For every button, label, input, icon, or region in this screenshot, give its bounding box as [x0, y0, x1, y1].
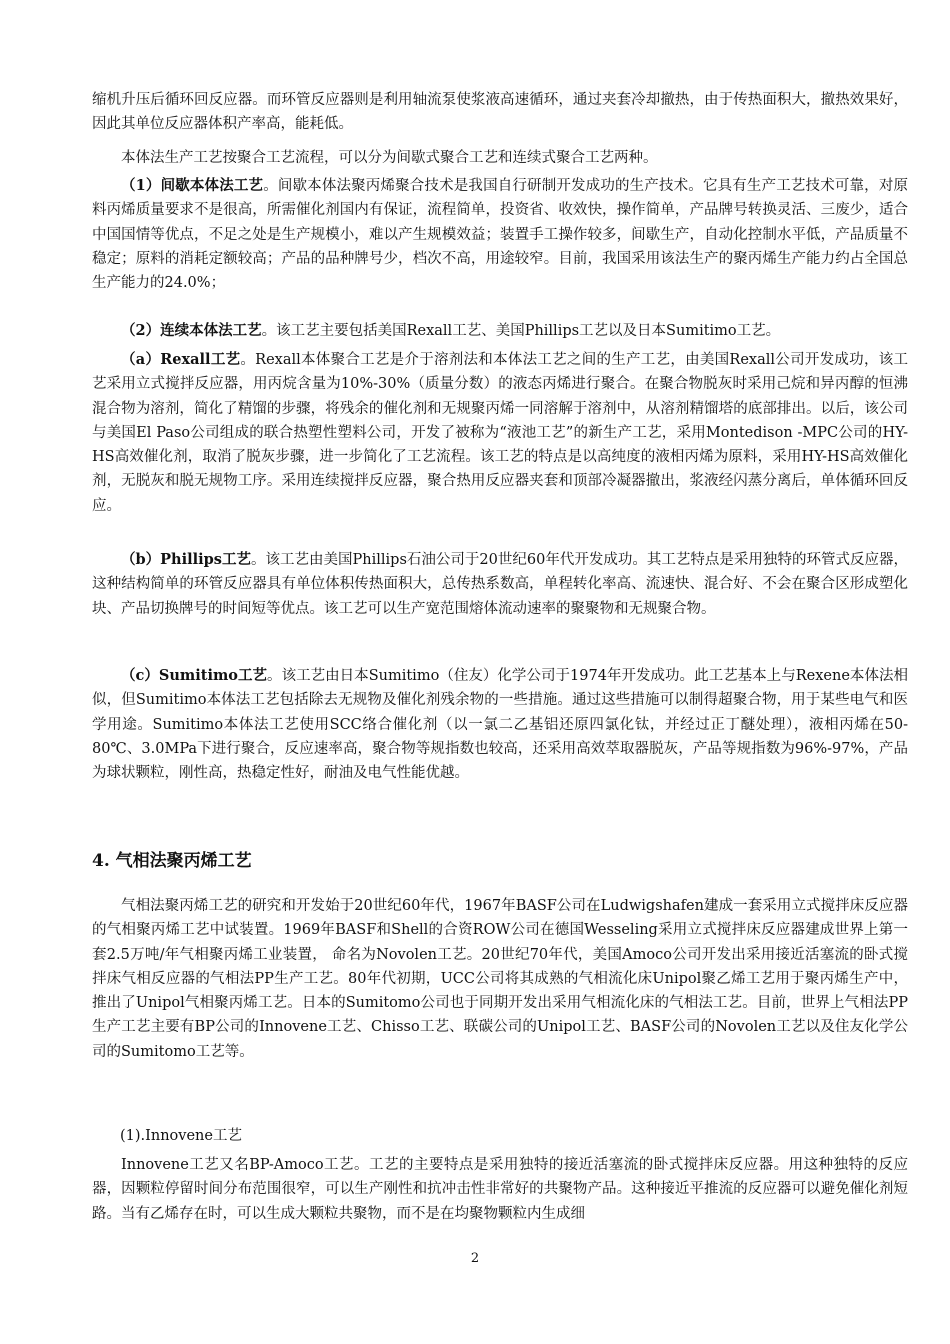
paragraph-phillips — [92, 548, 908, 621]
paragraph-text: 气相法聚丙烯工艺的研究和开发始于20世纪60年代，1967年BASF公司在Ludwigshafen建成一套采用立式搅拌床反应器的气相聚丙烯工艺中试装置。1969年BASF和Shell的合资ROW公司在德国Wesseling采用立式搅拌床反应器建成世界上第一套2.5万吨/年气相聚丙烯工业装置， 命名为Novolen工艺。20世纪70年代，美国Amoco公司开发出采用接近活塞流的卧式搅拌床气相反应器的气相法PP生产工艺。80年代初期，UCC公司将其成熟的气相流化床Unipol聚乙烯工艺用于聚丙烯生产中，推出了Unipol气相聚丙烯工艺。日本的Sumitomo公司也于同期开发出采用气相流化床的气相法工艺。目前，世界上气相法PP生产工艺主要有BP公司的Innovene工艺、Chisso工艺、联碳公司的Unipol工艺、BASF公司的Novolen工艺以及住友化学公司的Sumitomo工艺等。 — [92, 898, 908, 1060]
paragraph-text: 。该工艺主要包括美国Rexall工艺、美国Phillips工艺以及日本Sumitimo工艺。 — [261, 323, 781, 339]
paragraph-lead: （a）Rexall工艺 — [121, 351, 241, 368]
paragraph-innovene — [92, 1153, 908, 1226]
paragraph-batch-bulk — [92, 174, 908, 295]
paragraph-lead: （c）Sumitimo工艺 — [121, 667, 268, 684]
paragraph-text: Innovene工艺又名BP-Amoco工艺。工艺的主要特点是采用独特的接近活塞流的卧式搅拌床反应器。用这种独特的反应器，因颗粒停留时间分布范围很窄，可以生产刚性和抗冲击性非常好的共聚物产品。这种接近平推流的反应器可以避免催化剂短路。当有乙烯存在时，可以生成大颗粒共聚物，而不是在均聚物颗粒内生成细 — [92, 1157, 908, 1222]
paragraph-continuous-bulk — [92, 319, 908, 343]
paragraph-sumitimo — [92, 664, 908, 785]
paragraph-rexall — [92, 348, 908, 518]
paragraph-text: 。Rexall本体聚合工艺是介于溶剂法和本体法工艺之间的生产工艺，由美国Rexall公司开发成功，该工艺采用立式搅拌反应器，用丙烷含量为10%-30%（质量分数）的液态丙烯进行聚合。在聚合物脱灰时采用己烷和异丙醇的恒沸混合物为溶剂，简化了精馏的步骤，将残余的催化剂和无规聚丙烯一同溶解于溶剂中，从溶剂精馏塔的底部排出。以后，该公司与美国El Paso公司组成的联合热塑性塑料公司，开发了被称为“液池工艺”的新生产工艺，采用Montedison -MPC公司的HY-HS高效催化剂，取消了脱灰步骤，进一步简化了工艺流程。该工艺的特点是以高纯度的液相丙烯为原料，采用HY-HS高效催化剂，无脱灰和脱无规物工序。采用连续搅拌反应器，聚合热用反应器夹套和顶部冷凝器撤出，浆液经闪蒸分离后，单体循环回反应。 — [92, 352, 908, 514]
paragraph-text: 。该工艺由美国Phillips石油公司于20世纪60年代开发成功。其工艺特点是采用独特的环管式反应器，这种结构简单的环管反应器具有单位体积传热面积大，总传热系数高，单程转化率高、流速快、混合好、不会在聚合区形成塑化块、产品切换牌号的时间短等优点。该工艺可以生产宽范围熔体流动速率的聚聚物和无规聚合物。 — [92, 552, 908, 617]
paragraph-text: 本体法生产工艺按聚合工艺流程，可以分为间歇式聚合工艺和连续式聚合工艺两种。 — [121, 150, 658, 166]
paragraph-gas-phase-intro — [92, 894, 908, 1064]
paragraph-lead: （b）Phillips工艺 — [121, 551, 251, 568]
paragraph-lead: （2）连续本体法工艺 — [121, 322, 262, 339]
page-number: 2 — [470, 1251, 480, 1266]
paragraph-lead: （1）间歇本体法工艺 — [121, 177, 264, 194]
paragraph-intro-tail — [92, 88, 908, 137]
section-heading: 4. 气相法聚丙烯工艺 — [92, 851, 252, 871]
paragraph-classification — [92, 146, 908, 170]
paragraph-text: 。间歇本体法聚丙烯聚合技术是我国自行研制开发成功的生产技术。它具有生产工艺技术可靠，对原料丙烯质量要求不是很高，所需催化剂国内有保证，流程简单，投资省、收效快，操作简单，产品牌号转换灵活、三废少，适合中国国情等优点，不足之处是生产规模小，难以产生规模效益；装置手工操作较多，间歇生产，自动化控制水平低，产品质量不稳定；原料的消耗定额较高；产品的品种牌号少，档次不高，用途较窄。目前，我国采用该法生产的聚丙烯生产能力约占全国总生产能力的24.0%； — [92, 178, 909, 292]
paragraph-text: 缩机升压后循环回反应器。而环管反应器则是利用轴流泵使浆液高速循环，通过夹套冷却撤热，由于传热面积大，撤热效果好，因此其单位反应器体积产率高，能耗低。 — [92, 92, 908, 133]
paragraph-text: 。该工艺由日本Sumitimo（住友）化学公司于1974年开发成功。此工艺基本上与Rexene本体法相似，但Sumitimo本体法工艺包括除去无规物及催化剂残余物的一些措施。通过这些措施可以制得超聚合物，用于某些电气和医学用途。Sumitimo本体法工艺使用SCC络合催化剂（以一氯二乙基铝还原四氯化钛，并经过正丁醚处理），液相丙烯在50-80℃、3.0MPa下进行聚合，反应速率高，聚合物等规指数也较高，还采用高效萃取器脱灰，产品等规指数为96%-97%，产品为球状颗粒，刚性高，热稳定性好，耐油及电气性能优越。 — [92, 668, 908, 782]
subsection-heading: (1).Innovene工艺 — [120, 1128, 242, 1144]
